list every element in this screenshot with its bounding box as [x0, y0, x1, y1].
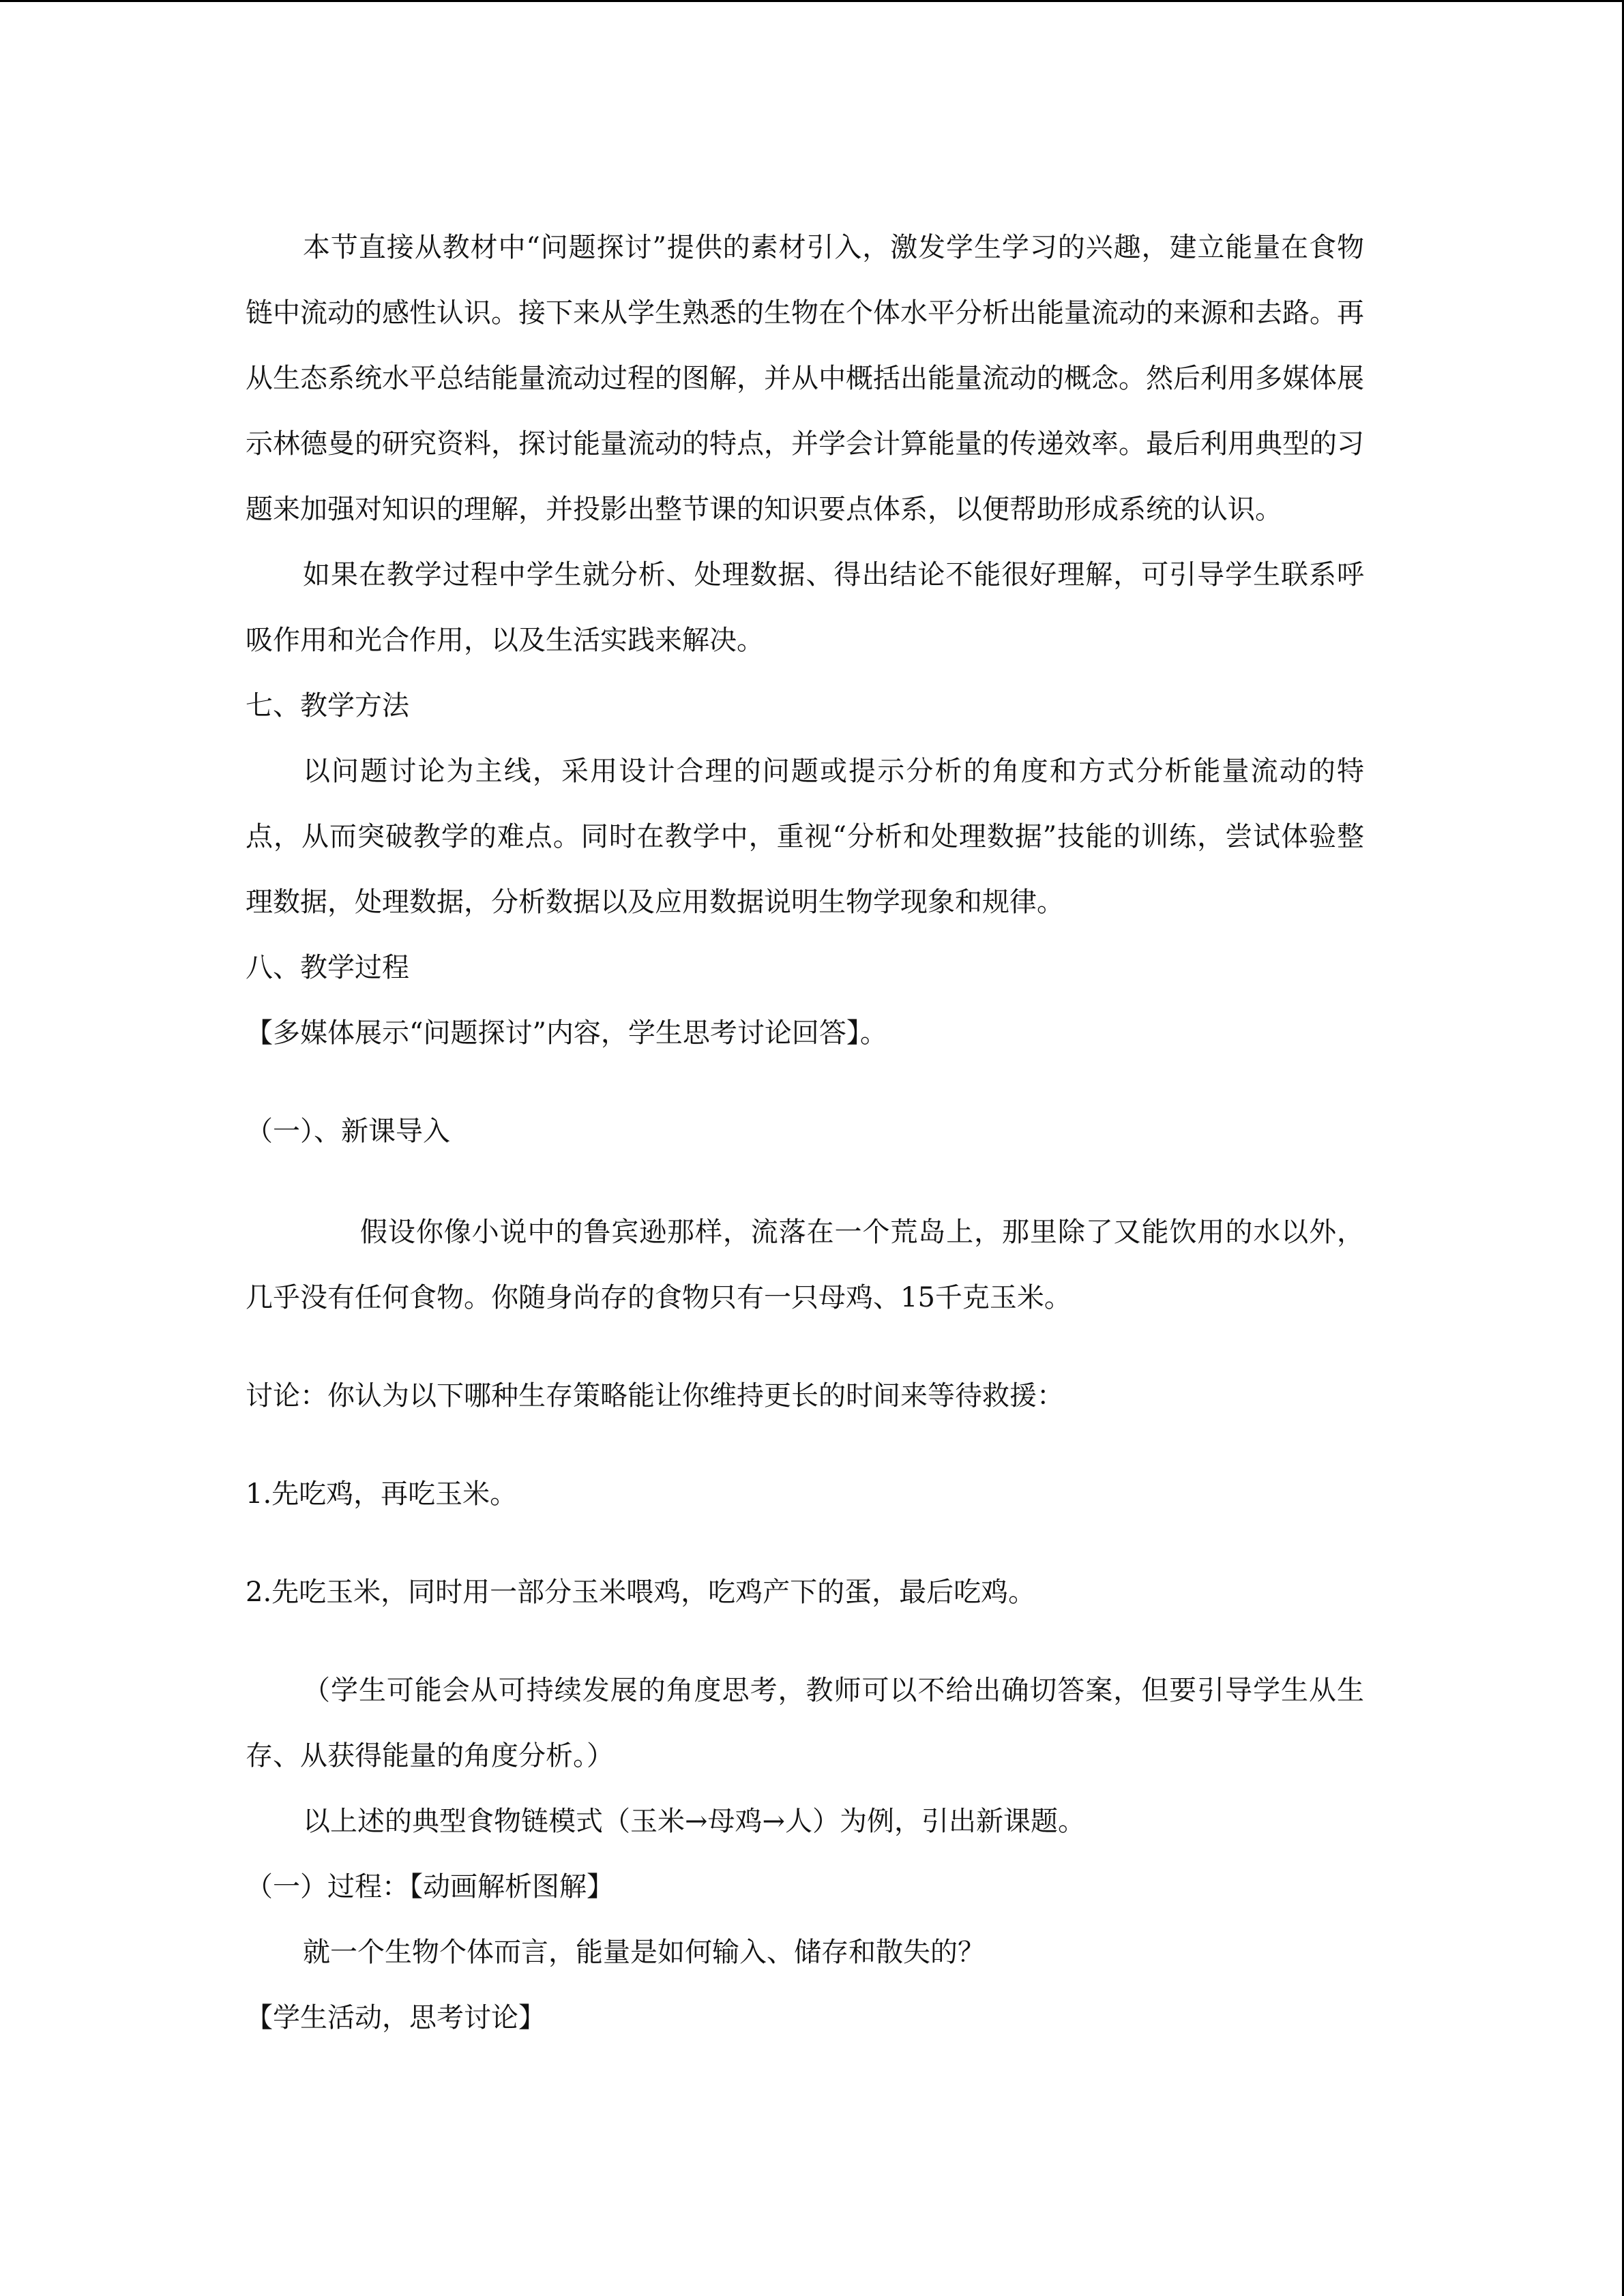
heading-teaching-method: 七、教学方法: [246, 690, 409, 721]
list-item-option-1: 1.先吃鸡，再吃玉米。: [246, 1478, 518, 1510]
heading-new-lesson-intro: （一）、新课导入: [246, 1116, 450, 1147]
paragraph-guidance: 如果在教学过程中学生就分析、处理数据、得出结论不能很好理解，可引导学生联系呼吸作用和光合作用，以及生活实践来解决。: [246, 559, 1364, 656]
paragraph-food-chain: 以上述的典型食物链模式（玉米→母鸡→人）为例，引出新课题。: [303, 1806, 1086, 1837]
heading-student-activity: 【学生活动，思考讨论】: [246, 2002, 546, 2033]
paragraph-intro: 本节直接从教材中“问题探讨”提供的素材引入，激发学生学习的兴趣，建立能量在食物链中流动的感性认识。接下来从学生熟悉的生物在个体水平分析出能量流动的来源和去路。再从生态系统水平总结能量流动过程的图解，并从中概括出能量流动的概念。然后利用多媒体展示林德曼的研究资料，探讨能量流动的特点，并学会计算能量的传递效率。最后利用典型的习题来加强对知识的理解，并投影出整节课的知识要点体系，以便帮助形成系统的认识。: [246, 232, 1364, 525]
paragraph-student-thinking: （学生可能会从可持续发展的角度思考，教师可以不给出确切答案，但要引导学生从生存、从获得能量的角度分析。）: [246, 1675, 1364, 1772]
heading-process: （一）过程：【动画解析图解】: [246, 1871, 614, 1903]
paragraph-scenario: 假设你像小说中的鲁宾逊那样，流落在一个荒岛上，那里除了又能饮用的水以外，几乎没有任何食物。你随身尚存的食物只有一只母鸡、15千克玉米。: [246, 1217, 1364, 1313]
paragraph-teaching-method: 以问题讨论为主线，采用设计合理的问题或提示分析的角度和方式分析能量流动的特点，从而突破教学的难点。同时在教学中，重视“分析和处理数据”技能的训练，尝试体验整理数据，处理数据，分析数据以及应用数据说明生物学现象和规律。: [246, 756, 1364, 918]
list-item-option-2: 2.先吃玉米，同时用一部分玉米喂鸡，吃鸡产下的蛋，最后吃鸡。: [246, 1577, 1036, 1608]
paragraph-multimedia-display: 【多媒体展示“问题探讨”内容，学生思考讨论回答】。: [246, 1017, 887, 1049]
document-body: [246, 215, 1364, 2051]
paragraph-discussion: 讨论：你认为以下哪种生存策略能让你维持更长的时间来等待救援：: [246, 1380, 1064, 1412]
paragraph-energy-question: 就一个生物个体而言，能量是如何输入、储存和散失的？: [303, 1937, 985, 1968]
heading-teaching-process: 八、教学过程: [246, 952, 409, 983]
